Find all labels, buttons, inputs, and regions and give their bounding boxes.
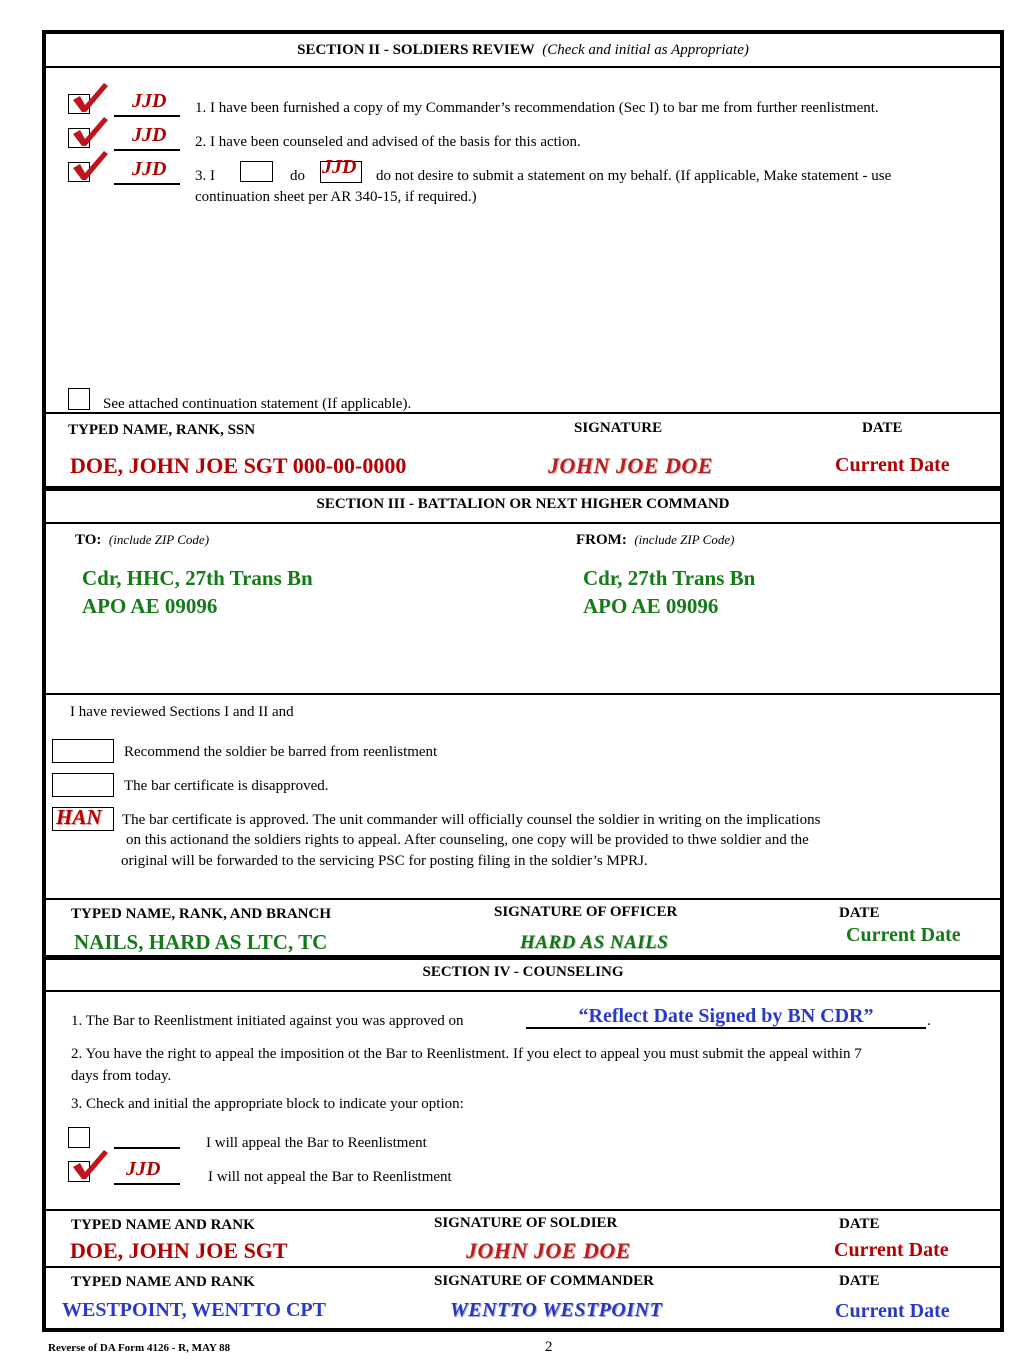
- section2-signature-label: SIGNATURE: [574, 420, 663, 436]
- soldier-signature-value: JOHN JOE DOE: [466, 1238, 631, 1263]
- section3-address-rule: [46, 693, 1000, 695]
- section2-name-label: TYPED NAME, RANK, SSN: [68, 422, 256, 438]
- section2-title: [46, 42, 1000, 59]
- section2-item3-initial-line: [114, 183, 180, 185]
- approved-initials: HAN: [56, 805, 102, 829]
- commander-date-label: DATE: [839, 1273, 880, 1289]
- section3-date-label: DATE: [839, 905, 880, 921]
- section2-item2-initial-line: [114, 149, 180, 151]
- approved-text-line3: original will be forwarded to the servicing PSC for posting filing in the soldier’s MPRJ.: [121, 853, 648, 869]
- to-address-line2[interactable]: APO AE 09096: [82, 594, 218, 618]
- to-address-line1[interactable]: Cdr, HHC, 27th Trans Bn: [82, 566, 313, 590]
- section2-item3-donot-initials: JJD: [322, 156, 357, 178]
- section3-title: SECTION III - BATTALION OR NEXT HIGHER COMMAND: [316, 496, 730, 512]
- section2-item1-initials: JJD: [132, 90, 167, 112]
- section2-item3-text-c: continuation sheet per AR 340-15, if required.): [195, 189, 477, 205]
- appeal-option-text: I will appeal the Bar to Reenlistment: [206, 1135, 427, 1151]
- section2-title-text: SECTION II - SOLDIERS REVIEW: [297, 42, 535, 58]
- to-label: TO:: [75, 532, 102, 548]
- section3-date-value[interactable]: Current Date: [846, 924, 961, 946]
- section2-item2-text: 2. I have been counseled and advised of the basis for this action.: [195, 134, 581, 150]
- to-note: (include ZIP Code): [108, 532, 210, 547]
- section2-signature-value: JOHN JOE DOE: [548, 453, 713, 478]
- commander-date-value[interactable]: Current Date: [835, 1300, 950, 1322]
- section4-soldier-rule: [46, 1266, 1000, 1268]
- approved-text-line2: on this actionand the soldiers rights to appeal. After counseling, one copy will be provided to thwe soldier and the: [126, 832, 809, 848]
- section3-signature-value: HARD AS NAILS: [520, 932, 669, 953]
- checkmark-icon: [70, 80, 110, 114]
- section2-title-note: (Check and initial as Appropriate): [542, 42, 749, 58]
- checkmark-icon: [70, 1147, 110, 1181]
- not-appeal-initial-line: [114, 1183, 180, 1185]
- section2-bottom-rule: [46, 486, 1000, 491]
- recommend-bar-box[interactable]: [52, 739, 114, 763]
- soldier-date-value[interactable]: Current Date: [834, 1239, 949, 1261]
- checkmark-icon: [70, 148, 110, 182]
- section4-line3: 3. Check and initial the appropriate block to indicate your option:: [71, 1096, 464, 1112]
- section3-header-rule: [46, 522, 1000, 524]
- section2-item3-do-box[interactable]: [240, 161, 273, 182]
- section3-from-label-group: [576, 532, 734, 549]
- section4-line2b: days from today.: [71, 1068, 172, 1084]
- reviewed-text: I have reviewed Sections I and II and: [70, 704, 294, 720]
- section3-signature-rule: [46, 898, 1000, 900]
- section2-date-label: DATE: [862, 420, 903, 436]
- section3-bottom-rule: [46, 955, 1000, 960]
- approved-date-value[interactable]: “Reflect Date Signed by BN CDR”: [578, 1005, 874, 1027]
- section2-item1-text: 1. I have been furnished a copy of my Commander’s recommendation (Sec I) to bar me from further reenlistment.: [195, 100, 879, 116]
- commander-signature-value: WENTTO WESTPOINT: [450, 1299, 663, 1321]
- section3-name-label: TYPED NAME, RANK, AND BRANCH: [71, 906, 332, 922]
- from-note: (include ZIP Code): [634, 532, 735, 547]
- soldier-signature-label: SIGNATURE OF SOLDIER: [434, 1215, 618, 1231]
- section2-name-value[interactable]: DOE, JOHN JOE SGT 000-00-0000: [70, 453, 407, 478]
- form-frame: [42, 30, 1004, 1332]
- section4-header-rule: [46, 990, 1000, 992]
- from-address-line2[interactable]: APO AE 09096: [583, 594, 719, 618]
- disapproved-box[interactable]: [52, 773, 114, 797]
- section3-signature-label: SIGNATURE OF OFFICER: [494, 904, 678, 920]
- section4-options-rule: [46, 1209, 1000, 1211]
- section4-line2a: 2. You have the right to appeal the imposition ot the Bar to Reenlistment. If you elect to appeal you must submit the appeal within 7: [71, 1046, 862, 1062]
- section2-header-rule: [46, 66, 1000, 68]
- recommend-bar-text: Recommend the soldier be barred from reenlistment: [124, 744, 438, 760]
- form-identifier: Reverse of DA Form 4126 - R, MAY 88: [48, 1342, 231, 1354]
- section2-item3-text-b: do not desire to submit a statement on my behalf. (If applicable, Make statement - use: [376, 168, 892, 184]
- section2-item3-initials: JJD: [132, 158, 167, 180]
- appeal-initial-line: [114, 1147, 180, 1149]
- section3-to-label-group: [75, 532, 209, 549]
- appeal-checkbox[interactable]: [68, 1127, 90, 1148]
- section4-line1-prefix: 1. The Bar to Reenlistment initiated against you was approved on: [71, 1013, 464, 1029]
- commander-signature-label: SIGNATURE OF COMMANDER: [434, 1273, 654, 1289]
- commander-name-value[interactable]: WESTPOINT, WENTTO CPT: [62, 1299, 326, 1321]
- approved-text-line1: The bar certificate is approved. The unit commander will officially counsel the soldier in writing on the implications: [122, 812, 821, 828]
- section2-item3-text-do: do: [290, 168, 305, 184]
- not-appeal-option-text: I will not appeal the Bar to Reenlistment: [208, 1169, 452, 1185]
- from-label: FROM:: [576, 532, 627, 548]
- section4-line1-suffix: .: [927, 1013, 931, 1029]
- soldier-date-label: DATE: [839, 1216, 880, 1232]
- checkmark-icon: [70, 114, 110, 148]
- soldier-name-label: TYPED NAME AND RANK: [71, 1217, 255, 1233]
- section2-item3-text-a: 3. I: [195, 168, 215, 184]
- section2-date-value[interactable]: Current Date: [835, 454, 950, 476]
- section2-item1-initial-line: [114, 115, 180, 117]
- page-number: 2: [545, 1339, 553, 1355]
- disapproved-text: The bar certificate is disapproved.: [124, 778, 329, 794]
- attached-statement-text: See attached continuation statement (If applicable).: [103, 396, 412, 412]
- attached-statement-checkbox[interactable]: [68, 388, 90, 410]
- section3-name-value[interactable]: NAILS, HARD AS LTC, TC: [74, 930, 328, 954]
- not-appeal-initials: JJD: [126, 1158, 161, 1180]
- section4-title: SECTION IV - COUNSELING: [422, 964, 624, 980]
- section2-item2-initials: JJD: [132, 124, 167, 146]
- from-address-line1[interactable]: Cdr, 27th Trans Bn: [583, 566, 756, 590]
- soldier-name-value[interactable]: DOE, JOHN JOE SGT: [70, 1238, 288, 1263]
- commander-name-label: TYPED NAME AND RANK: [71, 1274, 255, 1290]
